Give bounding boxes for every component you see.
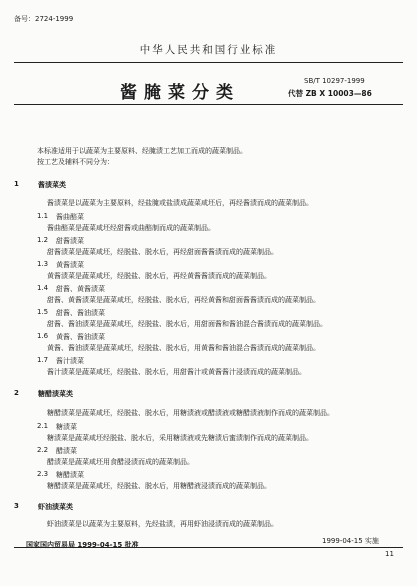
title-rule <box>14 104 403 105</box>
item-number: 1.3 <box>37 260 49 268</box>
item-number: 2.2 <box>37 446 49 454</box>
item-number: 1.6 <box>37 332 49 340</box>
item-number: 2.1 <box>37 422 49 430</box>
replaced-standard-code: 代替 ZB X 10003—86 <box>288 89 372 98</box>
item-text: 甜酱、酱油渍菜是蔬菜咸坯，经脱盐、脱水后，用甜面酱和酱油混合酱渍而成的蔬菜制品。 <box>47 320 327 328</box>
section-number: 3 <box>14 502 19 510</box>
item-title: 黄酱渍菜 <box>56 261 84 269</box>
intro-paragraph: 按工艺及辅料不同分为： <box>37 158 114 166</box>
item-title: 醋渍菜 <box>56 447 77 455</box>
item-number: 1.4 <box>37 284 49 292</box>
item-text: 甜酱、黄酱渍菜是蔬菜咸坯，经脱盐、脱水后，再经黄酱和甜面酱酱渍而成的蔬菜制品。 <box>47 296 320 304</box>
item-title: 甜酱、黄酱渍菜 <box>56 285 105 293</box>
item-text: 酱曲醅菜是蔬菜咸坯经甜酱或曲醅制而成的蔬菜制品。 <box>47 224 215 232</box>
item-number: 2.3 <box>37 470 49 478</box>
item-title: 黄酱、酱油渍菜 <box>56 333 105 341</box>
header-rule <box>14 62 403 63</box>
approval-line: 国家国内贸易局 1999-04-15 批准 <box>26 541 139 549</box>
section-number: 1 <box>14 180 19 188</box>
filing-number: 备号：2724-1999 <box>14 15 74 23</box>
section-title: 糖醋渍菜类 <box>38 390 73 398</box>
section-text: 糖醋渍菜是蔬菜咸坯，经脱盐、脱水后，用糖渍液或醋渍液或糖醋渍液制作而成的蔬菜制品。 <box>47 409 334 417</box>
item-title: 甜酱、酱油渍菜 <box>56 309 105 317</box>
item-number: 1.1 <box>37 212 49 220</box>
item-text: 糖渍菜是蔬菜咸坯经脱盐、脱水后，采用糖渍液或先糖渍后蜜渍制作而成的蔬菜制品。 <box>47 434 313 442</box>
item-title: 糖渍菜 <box>56 423 77 431</box>
item-number: 1.5 <box>37 308 49 316</box>
document-title: 酱腌菜分类 <box>120 83 240 103</box>
item-text: 黄酱渍菜是蔬菜咸坯，经脱盐、脱水后，再经黄酱酱渍而成的蔬菜制品。 <box>47 272 271 280</box>
section-number: 2 <box>14 389 19 397</box>
item-title: 酱汁渍菜 <box>56 357 84 365</box>
item-text: 酱汁渍菜是蔬菜咸坯，经脱盐、脱水后，用甜酱汁或黄酱酱汁浸渍而成的蔬菜制品。 <box>47 368 306 376</box>
item-title: 甜酱渍菜 <box>56 237 84 245</box>
footer-rule <box>14 547 403 548</box>
item-title: 酱曲醅菜 <box>56 213 84 221</box>
section-title: 酱渍菜类 <box>38 181 66 189</box>
section-text: 虾油渍菜是以蔬菜为主要原料，先经盐渍，再用虾油浸渍而成的蔬菜制品。 <box>47 520 278 528</box>
intro-paragraph: 本标准适用于以蔬菜为主要原料、经腌渍工艺加工而成的蔬菜制品。 <box>37 147 247 155</box>
section-text: 酱渍菜是以蔬菜为主要原料，经盐腌或盐渍成蔬菜咸坯后，再经酱渍而成的蔬菜制品。 <box>47 199 313 207</box>
item-title: 糖醋渍菜 <box>56 471 84 479</box>
item-text: 黄酱、酱油渍菜是蔬菜咸坯，经脱盐、脱水后，用黄酱和酱油混合酱渍而成的蔬菜制品。 <box>47 344 320 352</box>
item-number: 1.7 <box>37 356 49 364</box>
section-title: 虾油渍菜类 <box>38 503 73 511</box>
standard-heading: 中华人民共和国行业标准 <box>139 44 278 56</box>
item-text: 甜酱渍菜是蔬菜咸坯，经脱盐、脱水后，再经甜面酱酱渍而成的蔬菜制品。 <box>47 248 278 256</box>
item-text: 糖醋渍菜是蔬菜咸坯，经脱盐、脱水后，用糖醋液浸渍而成的蔬菜制品。 <box>47 482 271 490</box>
item-text: 醋渍菜是蔬菜咸坯用食醋浸渍而成的蔬菜制品。 <box>47 458 194 466</box>
item-number: 1.2 <box>37 236 49 244</box>
page-number: 11 <box>385 550 394 558</box>
standard-code: SB/T 10297-1999 <box>304 77 365 85</box>
effective-date: 1999-04-15 实施 <box>322 537 379 545</box>
